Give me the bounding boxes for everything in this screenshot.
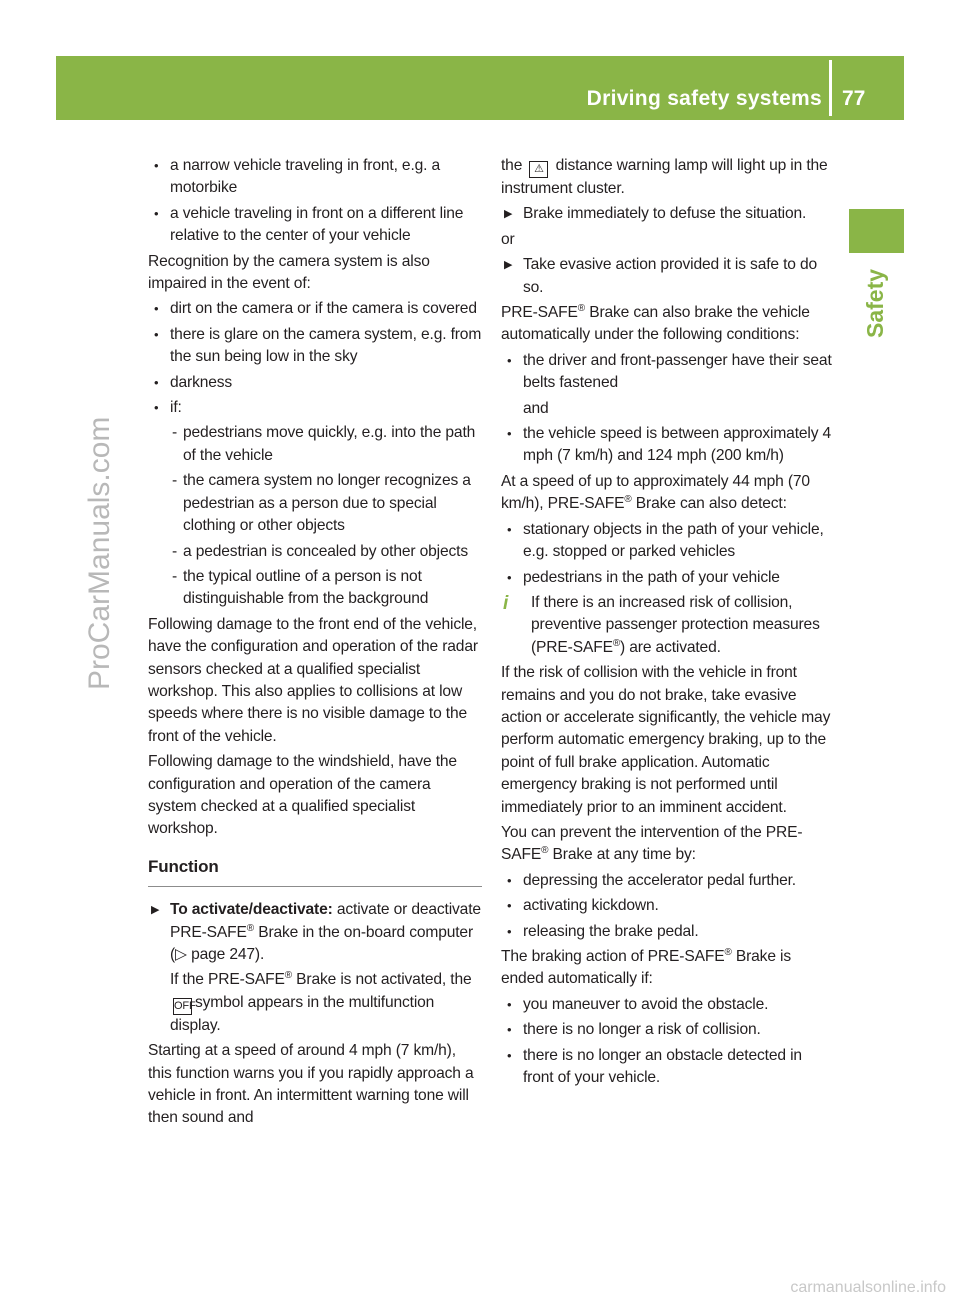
page-header-title: Driving safety systems xyxy=(586,87,822,110)
paragraph: the ⚠ distance warning lamp will light up in the instrument cluster. xyxy=(501,157,828,197)
watermark-bottom: carmanualsonline.info xyxy=(790,1279,946,1296)
list-item: • dirt on the camera or if the camera is covered xyxy=(148,298,482,320)
info-note: i If there is an increased risk of collision, preventive passenger protection measures (PRE-SAFE®) are activated. xyxy=(503,592,820,656)
paragraph: Starting at a speed of around 4 mph (7 km/h), this function warns you if you rapidly approach a vehicle in front. An intermittent warning tone will then sound and xyxy=(148,1042,474,1127)
page-number: 77 xyxy=(842,87,866,110)
registered-mark: ® xyxy=(577,302,586,314)
list-item: • pedestrians in the path of your vehicle xyxy=(501,567,835,589)
action-step: ▶ Brake immediately to defuse the situation. xyxy=(501,203,835,225)
list-item: • you maneuver to avoid the obstacle. xyxy=(501,994,835,1016)
pre-safe-off-icon: OFF xyxy=(173,998,192,1015)
paragraph: Following damage to the windshield, have the configuration and operation of the camera system checked at a qualified specialist workshop. xyxy=(148,753,457,838)
list-item: • releasing the brake pedal. xyxy=(501,921,835,943)
right-column xyxy=(501,155,835,1092)
list-item: • there is no longer an obstacle detected in front of your vehicle. xyxy=(501,1045,835,1090)
action-step: ▶ Take evasive action provided it is safe to do so. xyxy=(501,254,835,299)
registered-mark: ® xyxy=(724,946,732,958)
list-item: • stationary objects in the path of your vehicle, e.g. stopped or parked vehicles xyxy=(501,519,835,564)
paragraph: You can prevent the intervention of the PRE-SAFE® Brake at any time by: xyxy=(501,823,803,864)
action-step: ▶ To activate/deactivate: activate or deactivate PRE-SAFE® Brake in the on-board computer (▷ page 247). xyxy=(148,899,482,966)
paragraph: Recognition by the camera system is also impaired in the event of: xyxy=(148,252,430,293)
paragraph: The braking action of PRE-SAFE® Brake is ended automatically if: xyxy=(501,946,791,988)
info-icon: i xyxy=(503,592,509,614)
registered-mark: ® xyxy=(284,970,292,982)
paragraph: or xyxy=(501,230,515,248)
header-divider xyxy=(829,60,832,116)
paragraph: Following damage to the front end of the vehicle, have the configuration and operation of the radar sensors checked at a qualified specialist workshop. This also applies to collisions at low speeds where there is no visible damage to the front of the vehicle. xyxy=(148,615,478,745)
list-item: • depressing the accelerator pedal further. xyxy=(501,870,835,892)
list-item: • there is glare on the camera system, e.g. from the sun being low in the sky xyxy=(148,324,482,369)
paragraph: At a speed of up to approximately 44 mph (70 km/h), PRE-SAFE® Brake can also detect: xyxy=(501,472,810,513)
action-note: If the PRE-SAFE® Brake is not activated, the OFFsymbol appears in the multifunction display. xyxy=(170,970,472,1034)
section-heading: Function xyxy=(148,856,482,887)
sub-list-item: - the camera system no longer recognizes a pedestrian as a person due to special clothing or other objects xyxy=(148,470,482,537)
action-label: To activate/deactivate: xyxy=(170,901,333,919)
sub-list-item: - the typical outline of a person is not distinguishable from the background xyxy=(148,566,482,611)
paragraph: PRE-SAFE® Brake can also brake the vehicle automatically under the following conditions: xyxy=(501,302,810,344)
watermark-side: ProCarManuals.com xyxy=(83,416,116,690)
left-column xyxy=(148,155,482,1133)
sub-list-item: - pedestrians move quickly, e.g. into the path of the vehicle xyxy=(148,422,482,467)
registered-mark: ® xyxy=(541,845,549,857)
page-ref-icon: ▷ xyxy=(175,946,187,963)
list-item: • activating kickdown. xyxy=(501,895,835,917)
list-item: • there is no longer a risk of collision. xyxy=(501,1019,835,1041)
list-connector: and xyxy=(523,399,549,417)
list-item: • if: xyxy=(148,397,482,419)
section-tab-label: Safety xyxy=(862,268,888,338)
list-item: • a vehicle traveling in front on a different line relative to the center of your vehicle xyxy=(148,203,482,248)
registered-mark: ® xyxy=(612,637,621,649)
registered-mark: ® xyxy=(624,494,632,506)
list-item: • darkness xyxy=(148,372,482,394)
distance-warning-lamp-icon: ⚠ xyxy=(529,161,548,178)
list-item: • a narrow vehicle traveling in front, e.g. a motorbike xyxy=(148,155,482,200)
paragraph: If the risk of collision with the vehicle in front remains and you do not brake, take evasive action or accelerate significantly, the vehicle may perform automatic emergency braking, up to the point of full brake application. Automatic emergency braking is not performed until immediately prior to an imminent accident. xyxy=(501,664,831,816)
list-item: • the vehicle speed is between approximately 4 mph (7 km/h) and 124 mph (200 km/h) xyxy=(501,423,835,468)
page-reference-link[interactable]: page 247 xyxy=(191,946,255,963)
section-tab-marker xyxy=(849,209,904,253)
list-item: • the driver and front-passenger have their seat belts fastened xyxy=(501,350,835,395)
sub-list-item: - a pedestrian is concealed by other objects xyxy=(148,541,482,563)
registered-mark: ® xyxy=(246,922,255,934)
